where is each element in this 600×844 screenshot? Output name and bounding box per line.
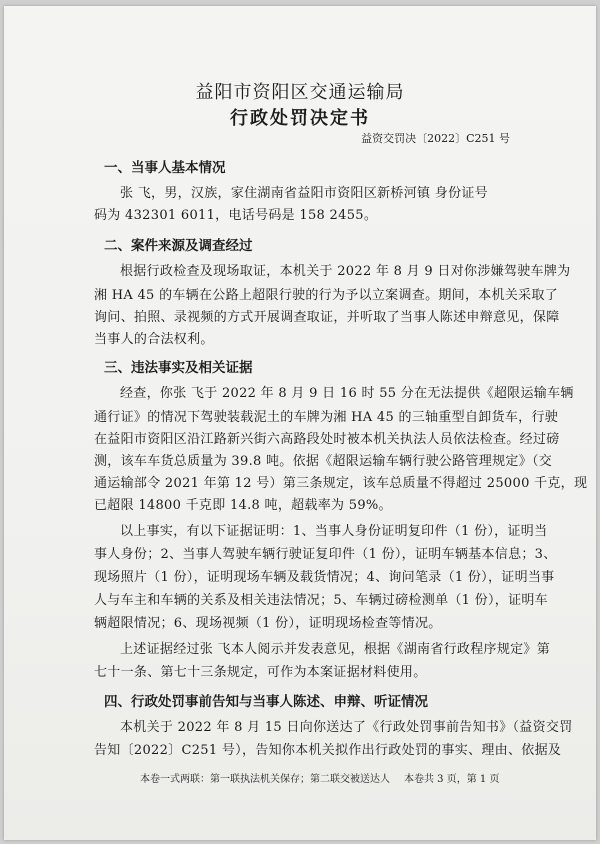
paragraph-line: 告知〔2022〕C251 号），告知你本机关拟作出行政处罚的事实、理由、依据及 bbox=[94, 743, 562, 758]
footer-copies-note: 本卷一式两联：第一联执法机关保存；第二联交被送达人 bbox=[140, 774, 390, 785]
paragraph-line: 七十一条、第七十三条规定，可作为本案证据材料使用。 bbox=[94, 665, 427, 680]
paragraph-line: 通运输部令 2021 年第 12 号）第三条规定，该车总质量不得超过 25000 千克，现 bbox=[94, 476, 588, 491]
paragraph-line: 辆超限情况；6、现场视频（1 份），证明现场检查等情况。 bbox=[94, 616, 442, 631]
paragraph-line: 现场照片（1 份），证明现场车辆及载货情况；4、询问笔录（1 份），证明当事 bbox=[94, 570, 555, 585]
agency-name: 益阳市资阳区交通运输局 bbox=[195, 82, 405, 103]
section-heading-case-source: 二、案件来源及调查经过 bbox=[104, 238, 253, 254]
paragraph-line: 上述证据经过张 飞本人阅示并发表意见，根据《湖南省行政程序规定》第 bbox=[120, 642, 551, 657]
footer-page-number: 本卷共 3 页，第 1 页 bbox=[404, 774, 500, 785]
paragraph-line: 通行证》的情况下驾驶装载泥土的车牌为湘 HA 45 的三轴重型自卸货车，行驶 bbox=[94, 410, 559, 425]
paragraph-line: 以上事实，有以下证据证明：1、当事人身份证明复印件（1 份），证明当 bbox=[120, 524, 548, 539]
paragraph-line: 当事人的合法权利。 bbox=[94, 332, 214, 347]
document-number: 益资交罚决〔2022〕C251 号 bbox=[361, 132, 510, 145]
paragraph-line: 在益阳市资阳区沿江路新兴街六高路段处时被本机关执法人员依法检查。经过磅 bbox=[94, 432, 560, 447]
paragraph-line: 湘 HA 45 的车辆在公路上超限行驶的行为予以立案调查。期间，本机关采取了 bbox=[94, 288, 559, 303]
paragraph-line: 张 飞，男，汉族，家住湖南省益阳市资阳区新桥河镇 身份证号 bbox=[120, 186, 488, 201]
document-page bbox=[4, 6, 596, 840]
section-heading-violation-facts: 三、违法事实及相关证据 bbox=[104, 360, 253, 376]
section-heading-party-info: 一、当事人基本情况 bbox=[104, 160, 226, 176]
paragraph-line: 根据行政检查及现场取证，本机关于 2022 年 8 月 9 日对你涉嫌驾驶车牌为 bbox=[120, 264, 571, 279]
paragraph-line: 事人身份；2、当事人驾驶车辆行驶证复印件（1 份），证明车辆基本信息；3、 bbox=[94, 547, 557, 562]
section-heading-prior-notice: 四、行政处罚事前告知与当事人陈述、申辩、听证情况 bbox=[104, 694, 428, 710]
paragraph-line: 经查，你张 飞于 2022 年 8 月 9 日 16 时 55 分在无法提供《超限运输车辆 bbox=[120, 386, 574, 401]
paragraph-line: 询问、拍照、录视频的方式开展调查取证，并听取了当事人陈述申辩意见，保障 bbox=[94, 310, 560, 325]
paragraph-line: 已超限 14800 千克即 14.8 吨，超载率为 59%。 bbox=[94, 498, 392, 513]
paragraph-line: 测，该车车货总质量为 39.8 吨。依据《超限运输车辆行驶公路管理规定》（交 bbox=[94, 454, 553, 469]
paragraph-line: 人与车主和车辆的关系及相关违法情况；5、车辆过磅检测单（1 份），证明车 bbox=[94, 593, 548, 608]
paragraph-line: 本机关于 2022 年 8 月 15 日向你送达了《行政处罚事前告知书》（益资交罚 bbox=[120, 720, 573, 735]
document-title: 行政处罚决定书 bbox=[230, 108, 370, 129]
paragraph-line: 码为 432301 6011，电话号码是 158 2455。 bbox=[94, 208, 378, 223]
